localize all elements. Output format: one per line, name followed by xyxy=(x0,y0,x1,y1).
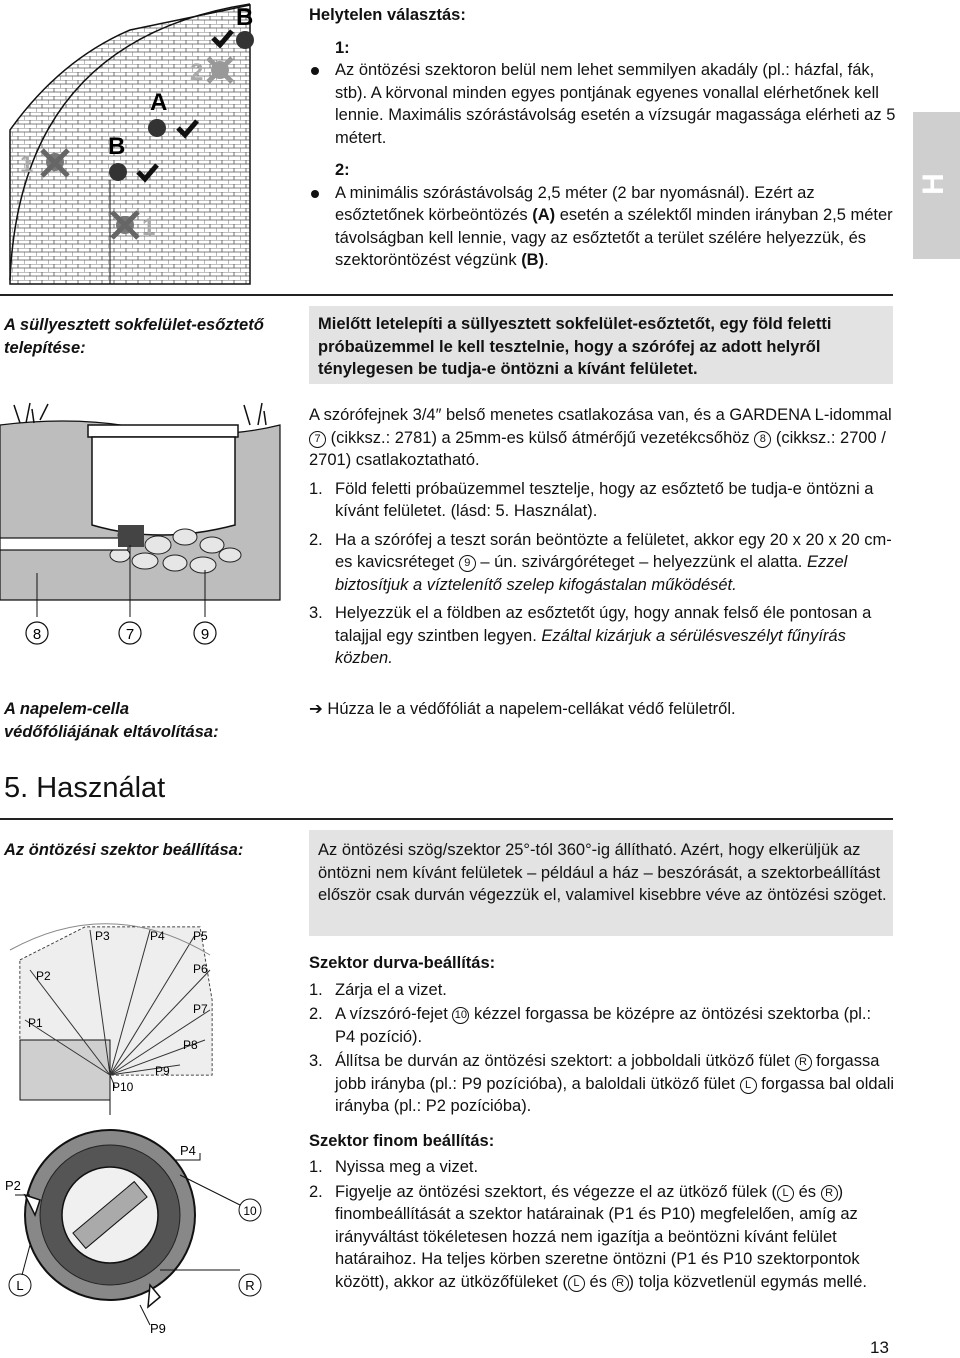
figure-installation-diagram xyxy=(0,395,300,660)
install-step-2: 2. Ha a szórófej a teszt során beöntözte a felületet, akkor egy 20 x 20 x 20 cm-es kavicsréteget 9 – ún. szivárgóréteget – helyezzünk el alatta. Ezzel biztosítjuk a víztelenítő szelep kifogástalan működését. xyxy=(309,530,892,594)
label-2-top: 2 xyxy=(190,59,204,86)
pos-p8: P8 xyxy=(183,1038,198,1052)
pos-p1: P1 xyxy=(28,1016,43,1030)
sprinkler-icon xyxy=(148,119,166,137)
label-7: 7 xyxy=(125,626,135,643)
section-title: 5. Használat xyxy=(4,772,166,804)
install-step-1: 1. Föld feletti próbaüzemmel tesztelje, hogy az esőztető be tudja-e öntözni a kívánt felületet. (lásd: 5. Használat). xyxy=(309,479,874,520)
fine-heading: Szektor finom beállítás: xyxy=(309,1131,495,1150)
pos-p6: P6 xyxy=(193,962,208,976)
pos-p10: P10 xyxy=(112,1080,134,1094)
rough-step-2: 2. A vízszóró-fejet 10 kézzel forgassa be középre az öntözési szektorba (pl.: P4 pozíció). xyxy=(309,1005,872,1046)
head-p9-label: P9 xyxy=(150,1321,166,1335)
supply-pipe xyxy=(0,538,128,550)
pos-p4: P4 xyxy=(150,929,165,943)
rough-heading: Szektor durva-beállítás: xyxy=(309,954,496,972)
sprinkler-icon xyxy=(236,31,254,49)
solar-instruction: ➔ Húzza le a védőfóliát a napelem-cellákat védő felületről. xyxy=(309,700,736,718)
sector-instructions xyxy=(309,952,895,1293)
divider xyxy=(0,818,893,820)
fine-step-1: 1. Nyissa meg a vizet. xyxy=(309,1158,479,1176)
case2-label: 2: xyxy=(335,161,350,179)
install-note-text: Mielőtt letelepíti a süllyesztett sokfelület-esőztetőt, egy föld feletti próbaüzemmel le kell tesztelnie, hogy a szórófej az adott helyről ténylegesen be tudja-e öntözni a kívánt felületet. xyxy=(318,315,832,378)
head-l-label: L xyxy=(16,1278,24,1293)
language-tab xyxy=(913,112,960,259)
case1-bullet: Az öntözési szektoron belül nem lehet semmilyen akadály (pl.: házfal, fák, stb). A körvonal minden egyes pontjának egyenes vonallal elérhetőnek kell lennie. Maximális szórástávolság esetén a vízsugár magassága elérheti az 5 métert. xyxy=(309,59,899,149)
sector-note-text: Az öntözési szög/szektor 25°-tól 360°-ig állítható. Azért, hogy elkerüljük az öntözni nem kívánt felületek – például a ház – beszórását, a szektorbeállítást először csak durván végezzük el, valamivel kisebbre véve az öntözési szöget. xyxy=(318,841,887,904)
language-tab-letter: H xyxy=(916,173,950,195)
install-heading: A süllyesztett sokfelület-esőztető telepítése: xyxy=(4,316,264,357)
sprinkler-housing xyxy=(92,437,235,535)
arrow-icon: ➔ xyxy=(309,700,323,718)
incorrect-selection-section xyxy=(309,4,899,272)
case1-label: 1: xyxy=(335,38,350,57)
label-a: A xyxy=(150,89,168,116)
pos-p3: P3 xyxy=(95,929,110,943)
fine-step-2: 2. Figyelje az öntözési szektort, és végezze el az ütköző fülek ( L és R ) finombeállítását a szektor határainak (P1 és P10) megfelelően, amíg az irányváltást tökéletesen hozzá nem igazítja a beöntözni kívánt felület határaihoz. Ha teljes körben szeretne öntözni (P1 és P10 szektorpontok között), akkor az ütközőfüleket ( L és R ) tolja közvetlenül egymás mellé. xyxy=(309,1182,867,1291)
page-number: 13 xyxy=(870,1338,889,1357)
pos-p9: P9 xyxy=(155,1064,170,1078)
head-p4-label: P4 xyxy=(180,1143,196,1158)
pos-p5: P5 xyxy=(193,929,208,943)
head-p2-label: P2 xyxy=(5,1178,21,1193)
sprinkler-icon xyxy=(109,163,127,181)
house-area xyxy=(20,1040,110,1100)
sector-heading: Az öntözési szektor beállítása: xyxy=(4,841,244,859)
label-1-bottom: 1 xyxy=(142,214,156,241)
label-9: 9 xyxy=(200,626,210,643)
lawn-area xyxy=(10,5,250,284)
figure-placement-diagram xyxy=(0,0,300,290)
rough-step-3: 3. Állítsa be durván az öntözési szektort: a jobboldali ütköző fület R forgassa jobb irányba (pl.: P9 pozícióba), a baloldali ütköző fület L forgassa bal oldali irányba (pl.: P2 pozícióba). xyxy=(309,1052,895,1115)
l-fitting xyxy=(118,525,144,547)
install-step-3: 3. Helyezzük el a földben az esőztetőt úgy, hogy annak felső éle pontosan a talajjal egy szintben legyen. Ezáltal kizárjuk a sérülésveszélyt fűnyírás közben. xyxy=(309,604,872,667)
head-r-label: R xyxy=(245,1278,255,1293)
install-intro: A szórófejnek 3/4″ belső menetes csatlakozása van, és a GARDENA L-idommal 7 (cikksz.: 2781) a 25mm-es külső átmérőjű vezetékcsőhöz 8 (cikksz.: 2700 / 2701) csatlakoztatható. xyxy=(309,406,892,469)
pos-p7: P7 xyxy=(193,1002,208,1016)
label-8: 8 xyxy=(32,626,42,643)
label-1-left: 1 xyxy=(20,151,34,178)
incorrect-heading: Helytelen választás: xyxy=(309,6,466,24)
rough-step-1: 1. Zárja el a vizet. xyxy=(309,980,447,999)
pos-p2: P2 xyxy=(36,969,51,983)
label-b-top: B xyxy=(236,4,254,31)
divider xyxy=(0,294,893,296)
label-b-left: B xyxy=(108,133,126,160)
install-instructions xyxy=(309,404,895,670)
figure-sector-diagram xyxy=(0,915,300,1335)
solar-heading: A napelem-cella védőfóliájának eltávolítása: xyxy=(4,700,219,741)
case2-bullet: A minimális szórástávolság 2,5 méter (2 bar nyomásnál). Ezért az esőztetőnek körbeöntözés (A) esetén a szélektől minden irányban 2,5 méter távolságban kell lennie, vagy az esőztetőt a terület szélére helyezzük, és szektoröntözést végzünk (B). xyxy=(309,182,899,272)
head-10-label: 10 xyxy=(243,1204,257,1218)
